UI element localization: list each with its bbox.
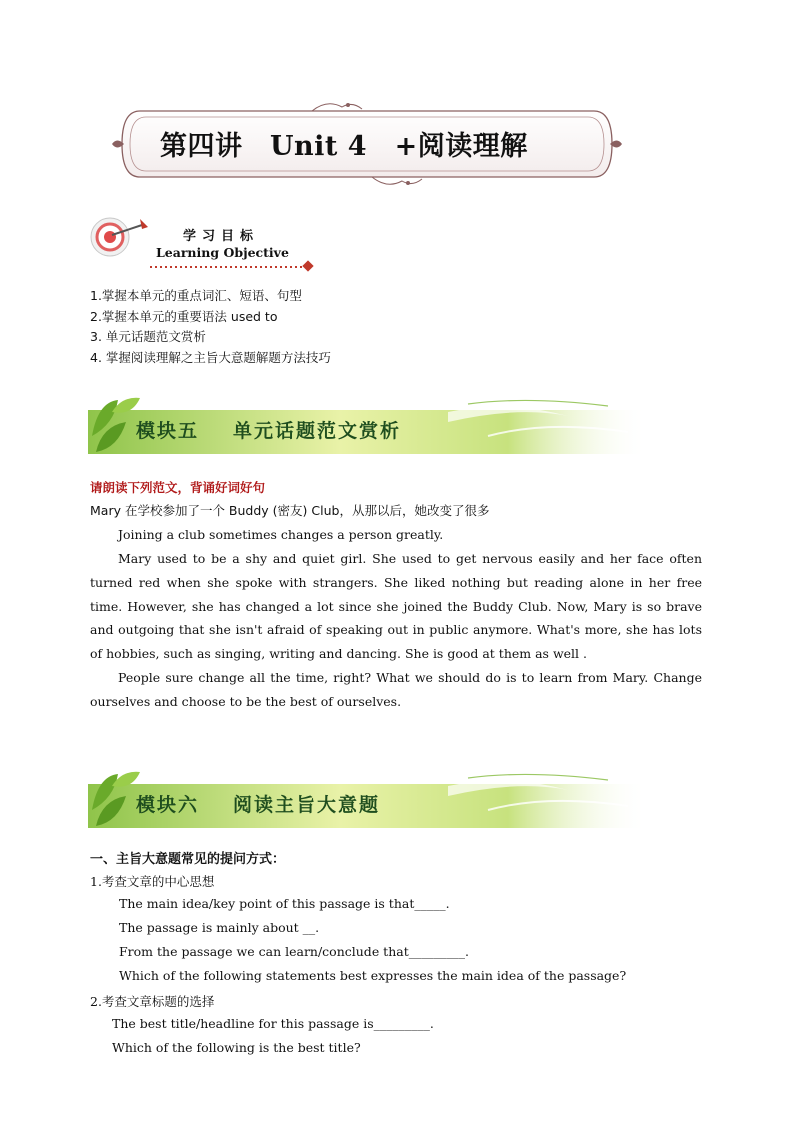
essay-intro	[90, 499, 702, 523]
module5-name: 单元话题范文赏析	[233, 420, 402, 442]
essay-paragraph-1: Mary used to be a shy and quiet girl. She used to get nervous easily and her face often turned red when she spoke with strangers. She liked nothing but reading alone in her free time. However, she has changed a lot since she joined the Buddy Club. Now, Mary is so brave and outgoing that she isn't afraid of speaking out in public anymore. What's more, she has lots of hobbies, such as singing, writing and dancing. She is good at them as well .	[90, 551, 702, 662]
module5-title	[136, 416, 401, 443]
objective-item: 3. 单元话题范文赏析	[90, 329, 206, 344]
objective-item: 4. 掌握阅读理解之主旨大意题解题方法技巧	[90, 349, 331, 365]
essay-title: Joining a club sometimes changes a person greatly.	[118, 527, 444, 542]
subsection-heading: 2.考查文章标题的选择	[90, 994, 215, 1009]
module6-banner	[88, 770, 648, 834]
question-form-line: Which of the following is the best title?	[112, 1040, 361, 1055]
question-form-line: The main idea/key point of this passage is that_____.	[119, 896, 450, 911]
learning-objective-label-cn: 学习目标	[183, 229, 260, 244]
objectives-list	[90, 286, 331, 368]
question-form-line: From the passage we can learn/conclude that_________.	[119, 944, 469, 959]
module5-number: 模块五	[136, 420, 200, 442]
subsection-heading: 1.考查文章的中心思想	[90, 874, 215, 889]
module6-title	[136, 790, 380, 817]
learning-objective-label-en: Learning Objective	[156, 245, 289, 260]
module6-number: 模块六	[136, 794, 200, 816]
question-form-line: The best title/headline for this passage is_________.	[112, 1016, 434, 1031]
reading-instruction: 请朗读下列范文，背诵好词好句	[90, 480, 266, 495]
module5-banner	[88, 396, 648, 460]
page-title: 第四讲 Unit 4 +阅读理解	[160, 131, 528, 162]
objective-item: 2.掌握本单元的重要语法 used to	[90, 308, 278, 324]
module6-name: 阅读主旨大意题	[233, 794, 381, 816]
objective-item: 1.掌握本单元的重点词汇、短语、句型	[90, 288, 302, 303]
essay-intro-text: Mary 在学校参加了一个 Buddy (密友) Club，从那以后，她改变了很多	[90, 503, 490, 518]
section-heading: 一、主旨大意题常见的提问方式：	[90, 852, 286, 867]
question-form-line: Which of the following statements best expresses the main idea of the passage?	[119, 968, 627, 983]
question-form-line: The passage is mainly about __.	[119, 920, 320, 935]
essay-paragraph-2: People sure change all the time, right? What we should do is to learn from Mary. Change ourselves and choose to be the best of ourselves.	[90, 670, 702, 709]
